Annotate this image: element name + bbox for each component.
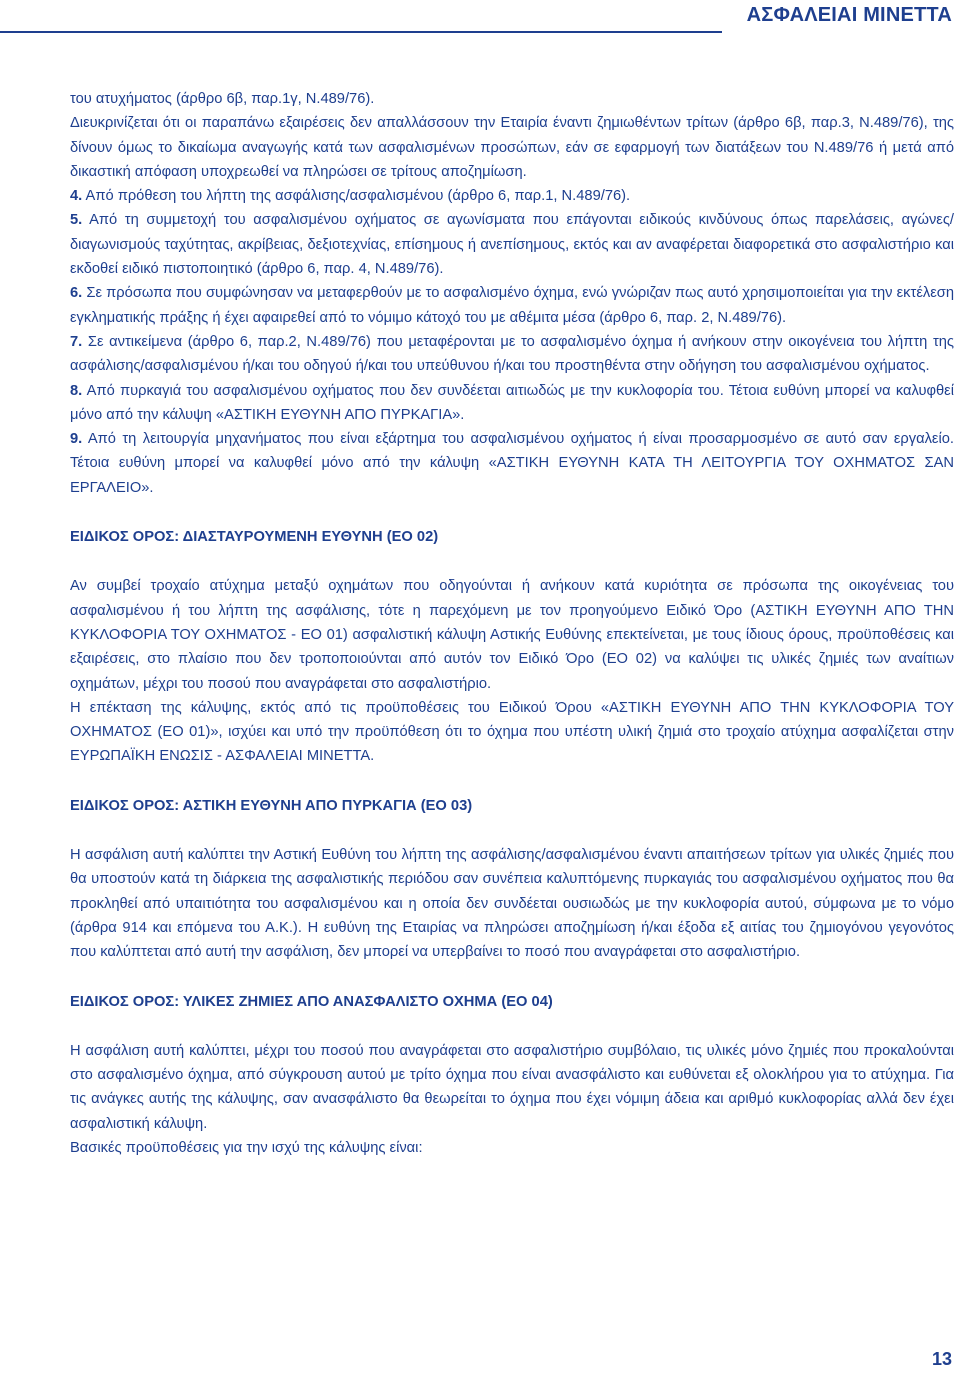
document-body [70,87,954,1160]
exclusion-text: Από τη συμμετοχή του ασφαλισμένου οχήματος σε αγωνίσματα που επάγονται ειδικούς κινδύνους όπως παρελάσεις, αγώνες/διαγωνισμούς ταχύτητας, ακρίβειας, δεξιοτεχνίας, επίσημους ή ανεπίσημους, εκτός και αν αναφέρεται διαφορετικά στο ασφαλιστήριο και εκδοθεί ειδικό πιστοποιητικό (άρθρο 6, παρ. 4, Ν.489/76). [70,212,954,278]
header-rule [0,31,722,33]
eo04-paragraph-2: Βασικές προϋποθέσεις για την ισχύ της κάλυψης είναι: [70,1139,423,1156]
exclusion-item-8 [70,379,954,428]
page-number: 13 [931,1349,952,1369]
page-header [0,0,960,36]
exclusion-number: 7. [70,333,83,350]
section-heading-eo04: ΕΙΔΙΚΟΣ ΟΡΟΣ: ΥΛΙΚΕΣ ΖΗΜΙΕΣ ΑΠΟ ΑΝΑΣΦΑΛΙΣΤΟ ΟΧΗΜΑ (ΕΟ 04) [70,993,553,1010]
exclusion-text: Από πυρκαγιά του ασφαλισμένου οχήματος που δεν συνδέεται αιτιωδώς με την κυκλοφορία του. Τέτοια ευθύνη μπορεί να καλυφθεί μόνο από την κάλυψη «ΑΣΤΙΚΗ ΕΥΘΥΝΗ ΑΠΟ ΠΥΡΚΑΓΙΑ». [70,382,954,423]
exclusion-text: Σε πρόσωπα που συμφώνησαν να μεταφερθούν με το ασφαλισμένο όχημα, ενώ γνώριζαν πως αυτό χρησιμοποιείται για την εκτέλεση εγκληματικής πράξης ή έχει αφαιρεθεί από το νόμιμο κάτοχό του με αθέμιτα μέσα (άρθρο 6, παρ. 2, Ν.489/76). [70,285,954,326]
exclusion-text: Από τη λειτουργία μηχανήματος που είναι εξάρτημα του ασφαλισμένου οχήματος ή είναι προσαρμοσμένο σε αυτό σαν εργαλείο. Τέτοια ευθύνη μπορεί να καλυφθεί μόνο από την κάλυψη «ΑΣΤΙΚΗ ΕΥΘΥΝΗ ΚΑΤΑ ΤΗ ΛΕΙΤΟΥΡΓΙΑ ΤΟΥ ΟΧΗΜΑΤΟΣ ΣΑΝ ΕΡΓΑΛΕΙΟ». [70,431,954,496]
exclusion-number: 4. [70,188,83,205]
eo02-paragraph-1: Αν συμβεί τροχαίο ατύχημα μεταξύ οχημάτων που οδηγούνται ή ανήκουν κατά κυριότητα σε πρόσωπα της οικογένειας του ασφαλισμένου ή του λήπτη της ασφάλισης, τότε η παρεχόμενη με τον προηγούμενο Ειδικό Όρο (ΑΣΤΙΚΗ ΕΥΘΥΝΗ ΑΠΟ ΤΗΝ ΚΥΚΛΟΦΟΡΙΑ ΤΟΥ ΟΧΗΜΑΤΟΣ - ΕΟ 01) ασφαλιστική κάλυψη Αστικής Ευθύνης επεκτείνεται, με τους ίδιους όρους, προϋποθέσεις και εξαιρέσεις, στο πλαίσιο που δεν τροποποιούνται από αυτόν τον Ειδικό Όρο (ΕΟ 02) να καλύψει τις υλικές ζημιές των αναίτιων οχημάτων, μέχρι του ποσού που αναγράφεται στο ασφαλιστήριο. [70,578,954,692]
exclusion-number: 6. [70,285,83,302]
eo03-paragraph-1: Η ασφάλιση αυτή καλύπτει την Αστική Ευθύνη του λήπτη της ασφάλισης/ασφαλισμένου έναντι απαιτήσεων τρίτων για υλικές ζημιές που θα υποστούν κατά τη διάρκεια της ασφαλιστικής περιόδου σαν συνέπεια καλυπτόμενης πυρκαγιάς του ασφαλισμένου οχήματος που θα προκληθεί από υπαιτιότητα του ασφαλισμένου και η οποία δεν συνδέεται ουσιωδώς με την κυκλοφορία αυτού, σύμφωνα με το νόμο (άρθρα 914 και επόμενα του Α.Κ.). Η ευθύνη της Εταιρίας να πληρώσει αποζημίωση ή/και έξοδα εξ αιτίας του ζημιογόνου γεγονότος που καλύπτεται από αυτή την ασφάλιση, δεν μπορεί να υπερβαίνει το ποσό που αναγράφεται στο ασφαλιστήριο. [70,847,954,961]
exclusion-item-4 [70,184,954,208]
exclusion-text: Σε αντικείμενα (άρθρο 6, παρ.2, Ν.489/76) που μεταφέρονται με το ασφαλισμένο όχημα ή ανήκουν στην οικογένεια του λήπτη της ασφάλισης/ασφαλισμένου ή/και του οδηγού ή/και του υπεύθυνου ή/και του προστηθέντα στην οδήγηση του ασφαλισμένου οχήματος. [70,333,954,375]
eo04-paragraph-1: Η ασφάλιση αυτή καλύπτει, μέχρι του ποσού που αναγράφεται στο ασφαλιστήριο συμβόλαιο, τις υλικές μόνο ζημιές που προκαλούνται στο ασφαλισμένο όχημα, από σύγκρουση αυτού με τρίτο όχημα που είναι ανασφάλιστο και ευθύνεται εξ ολοκλήρου για το ατύχημα. Για τις ανάγκες αυτής της κάλυψης, σαν ανασφάλιστο θα θεωρείται το όχημα που έχει νόμιμη άδεια και αριθμό κυκλοφορίας αλλά δεν έχει ασφαλιστική κάλυψη. [70,1042,954,1132]
exclusion-item-5 [70,208,954,281]
exclusion-number: 8. [70,382,83,399]
exclusion-number: 5. [70,212,83,229]
exclusion-number: 9. [70,431,83,448]
intro-paragraph-2: Διευκρινίζεται ότι οι παραπάνω εξαιρέσεις δεν απαλλάσσουν την Εταιρία έναντι ζημιωθέντων τρίτων (άρθρο 6β, παρ.3, Ν.489/76), της δίνουν όμως το δικαίωμα αναγωγής κατά των ασφαλισμένων προσώπων, εάν σε εφαρμογή των διατάξεων του Ν.489/76 ή μετά από δικαστική απόφαση υποχρεωθεί να πληρώσει σε τρίτους αποζημίωση. [70,115,954,180]
eo02-paragraph-2: Η επέκταση της κάλυψης, εκτός από τις προϋποθέσεις του Ειδικού Όρου «ΑΣΤΙΚΗ ΕΥΘΥΝΗ ΑΠΟ ΤΗΝ ΚΥΚΛΟΦΟΡΙΑ ΤΟΥ ΟΧΗΜΑΤΟΣ (ΕΟ 01)», ισχύει και υπό την προϋπόθεση ότι το όχημα που υπέστη υλική ζημιά στο τροχαίο ατύχημα ασφαλίζεται στην ΕΥΡΩΠΑΪΚΗ ΕΝΩΣΙΣ - ΑΣΦΑΛΕΙΑΙ ΜΙΝΕΤΤΑ. [70,699,954,765]
header-title: ΑΣΦΑΛΕΙΑΙ ΜΙΝΕΤΤΑ [746,4,952,26]
exclusion-item-9 [70,427,954,500]
intro-paragraph-1: του ατυχήματος (άρθρο 6β, παρ.1γ, Ν.489/76). [70,91,375,107]
exclusion-item-6 [70,281,954,330]
section-heading-eo02: ΕΙΔΙΚΟΣ ΟΡΟΣ: ΔΙΑΣΤΑΥΡΟΥΜΕΝΗ ΕΥΘΥΝΗ (ΕΟ 02) [70,529,439,546]
section-heading-eo03: ΕΙΔΙΚΟΣ ΟΡΟΣ: ΑΣΤΙΚΗ ΕΥΘΥΝΗ ΑΠΟ ΠΥΡΚΑΓΙΑ (ΕΟ 03) [70,797,473,814]
exclusion-item-7 [70,330,954,379]
exclusion-text: Από πρόθεση του λήπτη της ασφάλισης/ασφαλισμένου (άρθρο 6, παρ.1, Ν.489/76). [82,188,631,205]
